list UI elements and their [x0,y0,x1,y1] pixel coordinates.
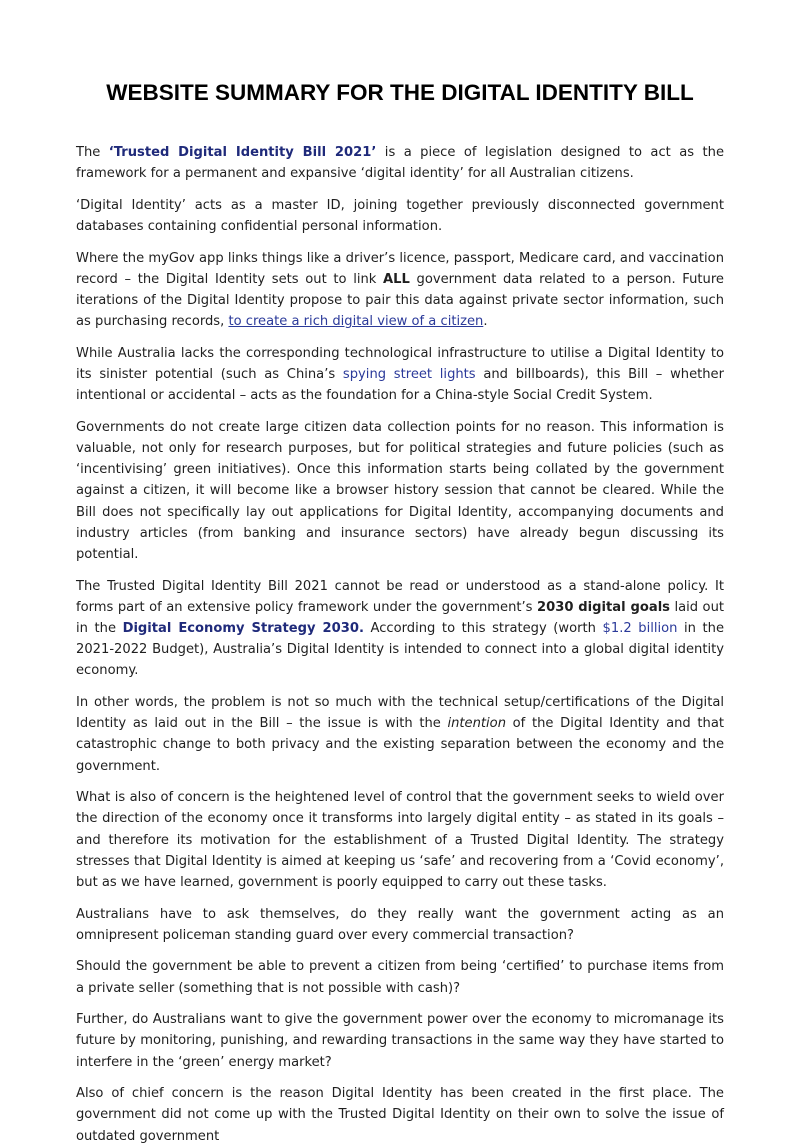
paragraph-data-collection: Governments do not create large citizen data collection points for no reason. This information is valuable, not only for research purposes, but for political strategies and future policies (such as ‘incentivising’ green initiatives). Once this information starts being collated by the government against a citizen, it will become like a browser history session that cannot be cleared. While the Bill does not specifically lay out applications for Digital Identity, accompanying documents and industry articles (from banking and insurance sectors) have already begun discussing its potential. [76,419,724,563]
text: in the 2021-2022 Budget), Australia’s Digital Identity is intended to connect into a global digital identity economy. [76,621,725,679]
text: and billboards), this Bill – whether intentional or accidental – acts as the foundation for a China-style Social Credit System. [76,367,725,404]
text: The Trusted Digital Identity Bill 2021 cannot be read or understood as a stand-alone policy. It forms part of an extensive policy framework under the government’s [76,578,724,615]
goals-emphasis: 2030 digital goals [536,599,670,615]
text: In other words, the problem is not so much with the technical setup/certifications of the Digital Identity as laid out in the Bill – the issue is with the [76,695,724,732]
text: The [76,145,109,160]
link-spying-street-lights[interactable]: spying street lights [342,367,476,382]
paragraph-china [76,343,724,407]
paragraph-micromanage: Further, do Australians want to give the government power over the economy to micromanage its future by monitoring, punishing, and rewarding transactions in the same way they have started to interfere in the ‘green’ energy market? [76,1012,724,1070]
paragraph-master-id: ‘Digital Identity’ acts as a master ID, joining together previously disconnected government databases containing confidential personal information. [76,197,724,234]
paragraph-intention [76,692,724,777]
paragraph-certified: Should the government be able to prevent a citizen from being ‘certified’ to purchase items from a private seller (something that is not possible with cash)? [76,959,724,996]
paragraph-policeman: Australians have to ask themselves, do they really want the government acting as an omnipresent policeman standing guard over every commercial transaction? [76,906,724,943]
text: laid out in the [76,599,724,637]
bill-name-emphasis: ‘Trusted Digital Identity Bill 2021’ [108,145,377,160]
text: government data related to a person. Future iterations of the Digital Identity propose to pair this data against private sector information, such as purchasing records, [76,271,724,330]
paragraph-chief-concern: Also of chief concern is the reason Digital Identity has been created in the first place. The government did not come up with the Trusted Digital Identity on their own to solve the issue of outdated government [76,1086,724,1144]
page-title: WEBSITE SUMMARY FOR THE DIGITAL IDENTITY BILL [106,80,694,105]
link-budget-amount[interactable]: $1.2 billion [602,621,678,637]
intention-emphasis: intention [447,716,506,732]
link-rich-digital-view[interactable]: to create a rich digital view of a citizen [228,314,484,330]
paragraph-intro [76,142,724,184]
text: While Australia lacks the corresponding technological infrastructure to utilise a Digital Identity to its sinister potential (such as China’s [76,345,724,382]
text: Where the myGov app links things like a driver’s licence, passport, Medicare card, and vaccination record – the Digital Identity sets out to link [76,250,724,287]
paragraph-mygov [76,248,724,333]
text: . [483,314,488,330]
text: According to this strategy (worth [363,621,603,637]
paragraph-control: What is also of concern is the heightened level of control that the government seeks to wield over the direction of the economy once it transforms into largely digital entity – as stated in its goals – and therefore its motivation for the establishment of a Trusted Digital Identity. The strategy stresses that Digital Identity is aimed at keeping us ‘safe’ and recovering from a ‘Covid economy’, but as we have learned, government is poorly equipped to carry out these tasks. [76,790,724,891]
all-emphasis: ALL [383,271,410,287]
text: of the Digital Identity and that catastrophic change to both privacy and the existing separation between the economy and the government. [76,716,724,774]
link-digital-economy-strategy[interactable]: Digital Economy Strategy 2030. [122,621,364,637]
text: is a piece of legislation designed to act as the framework for a permanent and expansive ‘digital identity’ for all Australian citizens. [76,145,724,182]
paragraph-policy-framework [76,576,724,682]
